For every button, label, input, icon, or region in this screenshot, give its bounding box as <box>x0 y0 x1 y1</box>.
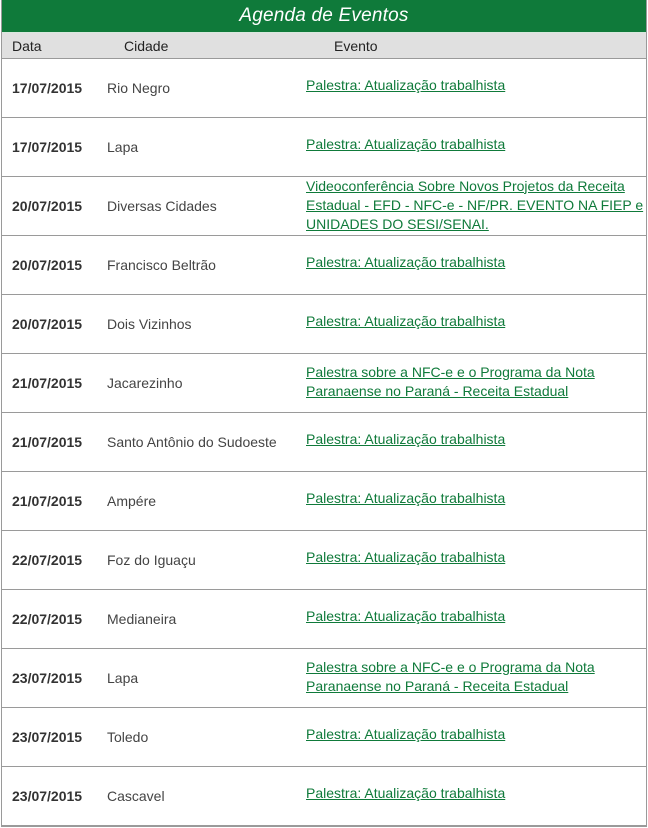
event-link[interactable]: Palestra sobre a NFC-e e o Programa da Nota Paranaense no Paraná - Receita Estadual <box>306 659 595 694</box>
event-city: Medianeira <box>107 611 177 627</box>
table-row <box>2 295 646 354</box>
event-city: Santo Antônio do Sudoeste <box>107 434 277 450</box>
event-date: 21/07/2015 <box>12 434 83 450</box>
event-link[interactable]: Palestra: Atualização trabalhista <box>306 135 506 152</box>
event-city: Foz do Iguaçu <box>107 552 196 568</box>
table-header <box>2 33 646 59</box>
table-row <box>2 413 646 472</box>
table-row <box>2 59 646 118</box>
event-link[interactable]: Palestra: Atualização trabalhista <box>306 253 506 270</box>
event-link[interactable]: Palestra: Atualização trabalhista <box>306 725 506 742</box>
event-cell <box>306 472 646 530</box>
event-cell <box>306 590 646 648</box>
event-date: 23/07/2015 <box>12 729 83 745</box>
table-row <box>2 236 646 295</box>
event-city: Lapa <box>107 139 139 155</box>
table-row <box>2 118 646 177</box>
event-date: 22/07/2015 <box>12 611 83 627</box>
event-city: Francisco Beltrão <box>107 257 216 273</box>
table-row <box>2 472 646 531</box>
event-link[interactable]: Palestra sobre a NFC-e e o Programa da Nota Paranaense no Paraná - Receita Estadual <box>306 364 595 399</box>
table-row <box>2 177 646 236</box>
table-row <box>2 767 646 826</box>
event-link[interactable]: Videoconferência Sobre Novos Projetos da Receita Estadual - EFD - NFC-e - NF/PR. EVENTO NA FIEP e UNIDADES DO SESI/SENAI. <box>306 177 644 232</box>
event-cell <box>306 59 646 117</box>
event-cell <box>306 531 646 589</box>
event-cell <box>306 295 646 353</box>
event-cell <box>306 177 646 235</box>
column-header-event: Evento <box>334 38 378 54</box>
events-table-body <box>2 59 646 826</box>
event-date: 23/07/2015 <box>12 788 83 804</box>
event-city: Toledo <box>107 729 149 745</box>
table-row <box>2 649 646 708</box>
event-cell <box>306 354 646 412</box>
table-row <box>2 354 646 413</box>
event-date: 17/07/2015 <box>12 80 83 96</box>
event-cell <box>306 118 646 176</box>
event-date: 22/07/2015 <box>12 552 83 568</box>
event-link[interactable]: Palestra: Atualização trabalhista <box>306 76 506 93</box>
event-date: 21/07/2015 <box>12 375 83 391</box>
event-city: Ampére <box>107 493 157 509</box>
event-city: Rio Negro <box>107 80 171 96</box>
event-link[interactable]: Palestra: Atualização trabalhista <box>306 548 506 565</box>
column-header-city: Cidade <box>124 38 169 54</box>
column-header-date: Data <box>12 38 42 54</box>
event-cell <box>306 767 646 825</box>
event-link[interactable]: Palestra: Atualização trabalhista <box>306 784 506 801</box>
agenda-title-bar <box>2 0 646 33</box>
agenda-title: Agenda de Eventos <box>239 5 409 26</box>
event-date: 20/07/2015 <box>12 257 83 273</box>
table-row <box>2 708 646 767</box>
event-city: Lapa <box>107 670 139 686</box>
events-agenda <box>1 0 647 827</box>
event-city: Diversas Cidades <box>107 198 217 214</box>
event-link[interactable]: Palestra: Atualização trabalhista <box>306 489 506 506</box>
event-date: 17/07/2015 <box>12 139 83 155</box>
event-city: Cascavel <box>107 788 165 804</box>
event-date: 20/07/2015 <box>12 316 83 332</box>
event-link[interactable]: Palestra: Atualização trabalhista <box>306 312 506 329</box>
table-row <box>2 531 646 590</box>
event-date: 23/07/2015 <box>12 670 83 686</box>
event-date: 21/07/2015 <box>12 493 83 509</box>
event-link[interactable]: Palestra: Atualização trabalhista <box>306 607 506 624</box>
event-cell <box>306 649 646 707</box>
event-link[interactable]: Palestra: Atualização trabalhista <box>306 430 506 447</box>
event-cell <box>306 236 646 294</box>
table-row <box>2 590 646 649</box>
event-cell <box>306 708 646 766</box>
event-city: Jacarezinho <box>107 375 183 391</box>
event-date: 20/07/2015 <box>12 198 83 214</box>
event-cell <box>306 413 646 471</box>
event-city: Dois Vizinhos <box>107 316 192 332</box>
